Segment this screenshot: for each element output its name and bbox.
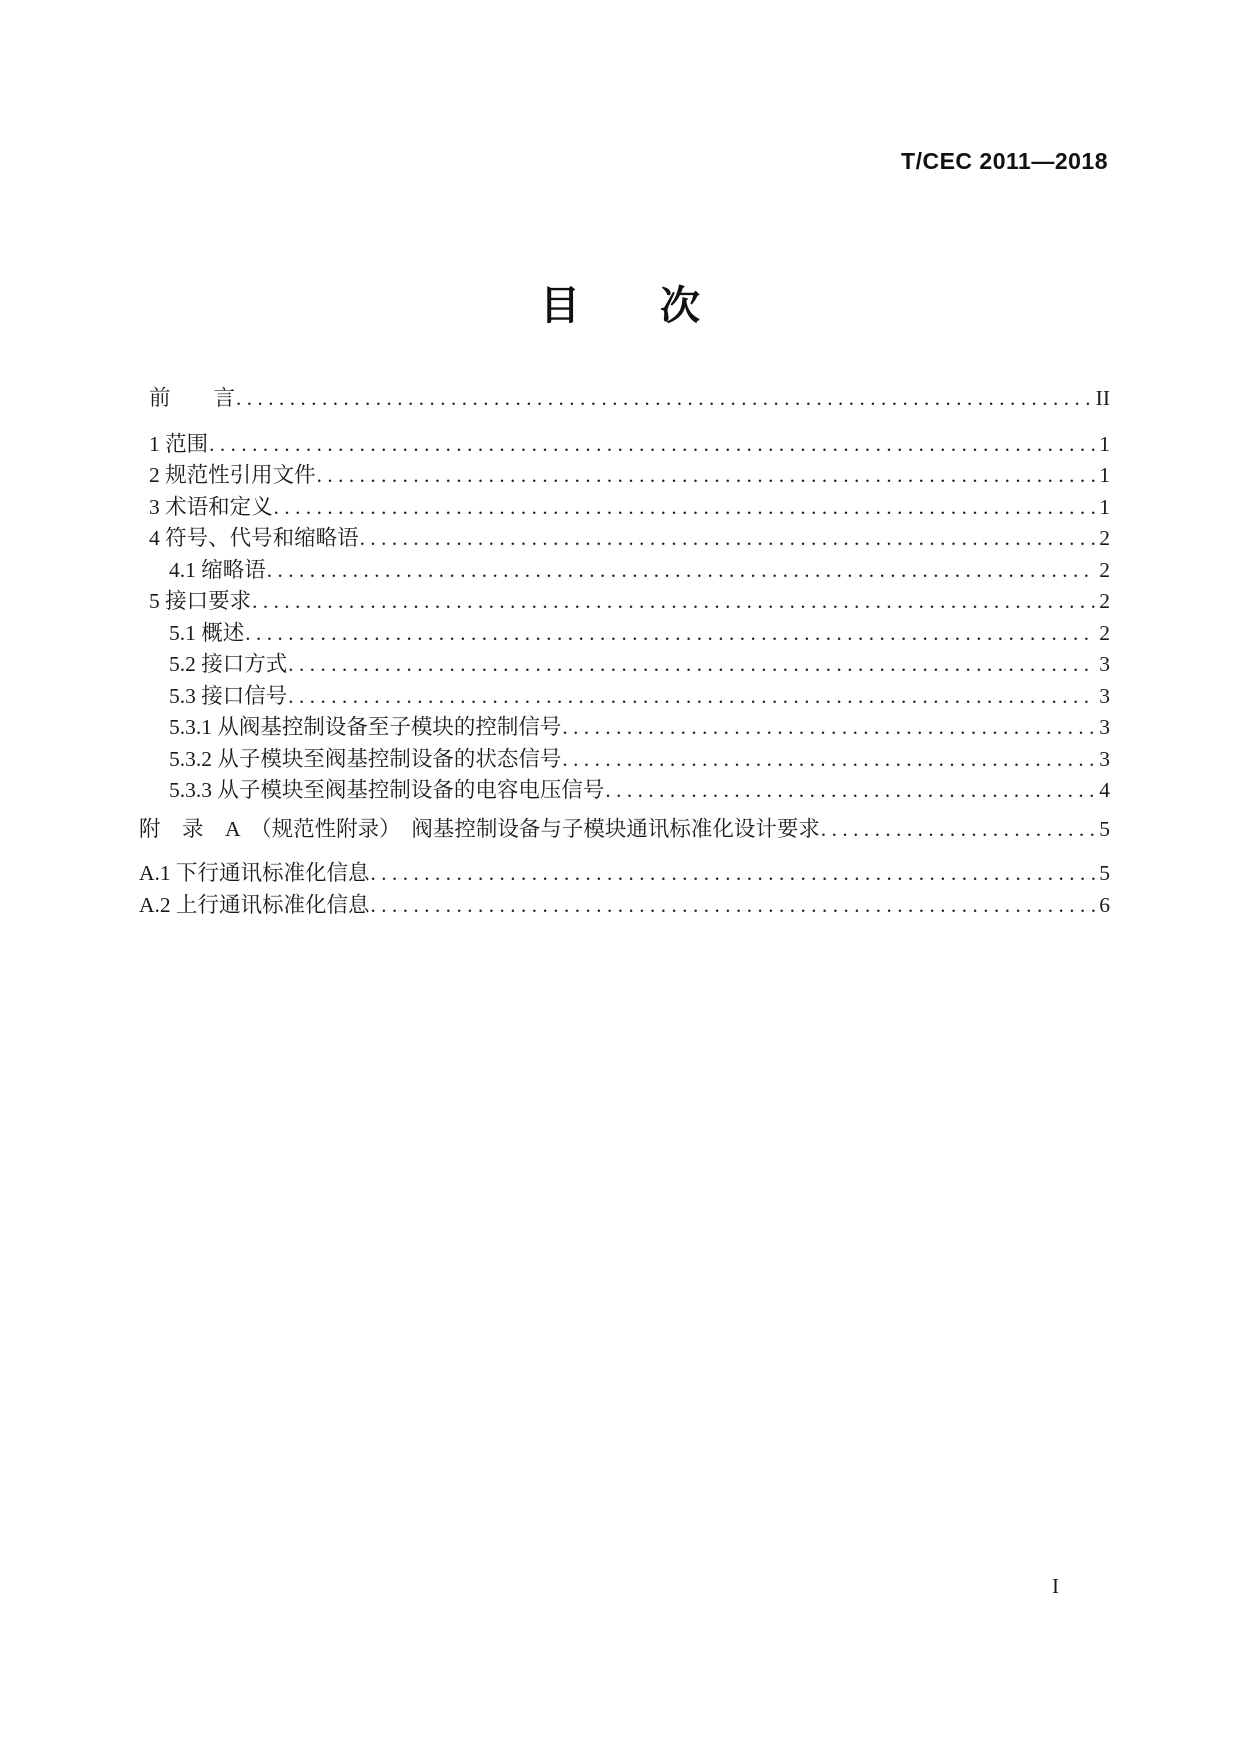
toc-leader-dots <box>605 775 1095 807</box>
toc-entry-label: 5.1 概述 <box>169 620 245 645</box>
toc-entry <box>139 460 1110 492</box>
toc-leader-dots <box>245 618 1095 650</box>
toc-leader-dots <box>267 555 1095 587</box>
toc-entry-page: 2 <box>1099 589 1110 613</box>
toc-leader-dots <box>288 649 1095 681</box>
toc-leader-dots <box>274 492 1096 524</box>
toc-entry-label: A.2 上行通讯标准化信息 <box>139 892 370 917</box>
toc-entry-label: 前 言 <box>149 386 236 410</box>
toc-entry-page: II <box>1095 386 1110 410</box>
toc-entry-label: 5.3.1 从阀基控制设备至子模块的控制信号 <box>169 715 562 739</box>
toc-leader-dots <box>371 858 1096 890</box>
toc-entry-page: 2 <box>1099 620 1110 645</box>
toc-entry-label: A.1 下行通讯标准化信息 <box>139 861 370 885</box>
toc-entry <box>139 523 1110 555</box>
toc-entry-page: 1 <box>1099 463 1110 487</box>
toc-leader-dots <box>317 460 1096 492</box>
toc-leader-dots <box>236 383 1092 415</box>
toc-entry <box>139 618 1110 650</box>
toc-entry <box>139 492 1110 524</box>
toc-leader-dots <box>562 744 1095 776</box>
toc-leader-dots <box>209 429 1095 461</box>
standard-number: T/CEC 2011—2018 <box>901 148 1108 174</box>
toc-entry-page: 6 <box>1099 892 1110 917</box>
toc-entry <box>139 712 1110 744</box>
toc-entry-page: 3 <box>1099 746 1110 771</box>
toc-entry-label: 1 范围 <box>149 431 209 456</box>
toc-entry-page: 2 <box>1099 557 1110 582</box>
toc-entry-page: 4 <box>1099 778 1110 802</box>
toc-entry-page: 5 <box>1099 816 1110 841</box>
toc-entry-label: 5.3.3 从子模块至阀基控制设备的电容电压信号 <box>169 778 605 802</box>
toc-leader-dots <box>288 681 1095 713</box>
toc-entry <box>139 814 1110 846</box>
footer-page-number: I <box>1052 1574 1059 1598</box>
toc-entry-label: 5.3.2 从子模块至阀基控制设备的状态信号 <box>169 746 562 771</box>
toc-entry-label: 4.1 缩略语 <box>169 557 266 582</box>
toc-leader-dots <box>371 890 1096 922</box>
page-title: 目 次 <box>540 284 700 328</box>
toc-entry <box>139 858 1110 890</box>
toc-entry-label: 5.2 接口方式 <box>169 652 288 676</box>
toc-entry-label: 3 术语和定义 <box>149 494 273 519</box>
document-header <box>901 148 1108 175</box>
toc-entry <box>139 744 1110 776</box>
toc-leader-dots <box>360 523 1096 555</box>
toc-entry <box>139 890 1110 922</box>
toc-leader-dots <box>252 586 1095 618</box>
toc-entry <box>139 586 1110 618</box>
toc-entry <box>139 775 1110 807</box>
toc-entry-page: 2 <box>1099 526 1110 550</box>
toc-entry-label: 5.3 接口信号 <box>169 683 288 708</box>
toc-entry-page: 3 <box>1099 715 1110 739</box>
toc-entry-label: 4 符号、代号和缩略语 <box>149 526 359 550</box>
toc-entry <box>139 429 1110 461</box>
toc-entry-page: 5 <box>1099 861 1110 885</box>
toc-entry-label: 2 规范性引用文件 <box>149 463 316 487</box>
toc-entry-page: 3 <box>1099 652 1110 676</box>
toc-entry <box>139 649 1110 681</box>
toc-entry-page: 3 <box>1099 683 1110 708</box>
toc-leader-dots <box>562 712 1095 744</box>
toc-leader-dots <box>821 814 1095 846</box>
toc-entry <box>139 555 1110 587</box>
toc-entry-page: 1 <box>1099 494 1110 519</box>
toc-entry-label: 附 录 A （规范性附录） 阀基控制设备与子模块通讯标准化设计要求 <box>139 816 820 841</box>
toc-entry <box>139 681 1110 713</box>
toc-list <box>139 383 1110 921</box>
toc-entry-page: 1 <box>1099 431 1110 456</box>
toc-entry-label: 5 接口要求 <box>149 589 252 613</box>
page-footer <box>1052 1574 1059 1599</box>
toc-entry <box>139 383 1110 415</box>
